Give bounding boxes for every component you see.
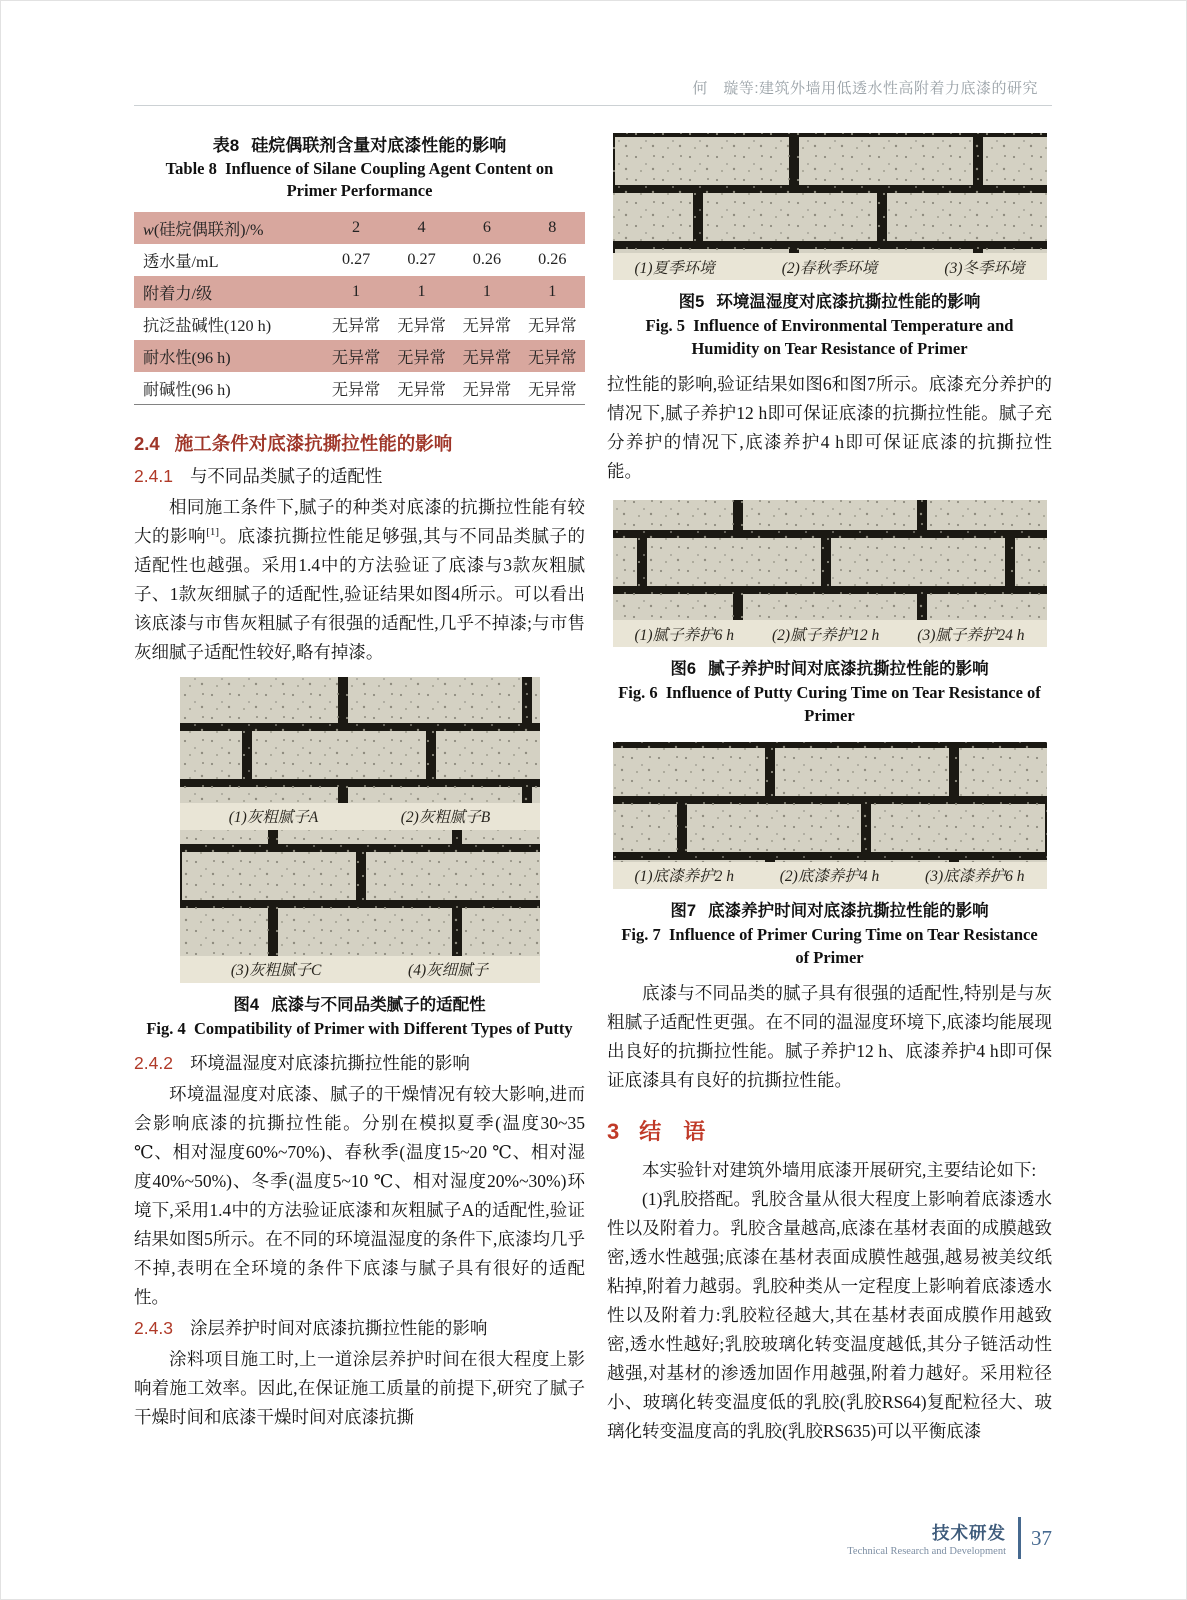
table-cell: 1 (352, 282, 361, 301)
figure-label: (1)夏季环境 (634, 259, 715, 277)
table-row (134, 372, 585, 405)
figure-caption-text: 底漆与不同品类腻子的适配性 (271, 995, 486, 1014)
section-2-4-2-heading (134, 1050, 585, 1075)
figure4-photo-bottom (180, 830, 540, 956)
figure7-caption-en: Fig. 7 Influence of Primer Curing Time on Tear Resistance of Primer (621, 924, 1038, 967)
table-cell: 2 (352, 218, 361, 237)
w-symbol: w (143, 220, 154, 239)
paragraph-text: 相同施工条件下,腻子的种类对底漆的抗撕拉性能有较大的影响 (134, 496, 585, 546)
figure-caption-text: 环境温湿度对底漆抗撕拉性能的影响 (716, 293, 981, 311)
section-title: 涂层养护时间对底漆抗撕拉性能的影响 (189, 1318, 488, 1339)
figure-label: (1)腻子养护6 h (634, 626, 734, 644)
running-head (134, 77, 1052, 106)
section-number: 2.4 (134, 432, 160, 454)
paragraph-text: 。底漆抗撕拉性能足够强,其与不同品类腻子的适配性也越强。采用1.4中的方法验证了底漆与3款灰粗腻子、1款灰细腻子的适配性,验证结果如图4所示。可以看出该底漆与市售灰粗腻子有很强的适配性,几乎不掉漆;与市售灰细腻子适配性较好,略有掉漆。 (134, 525, 586, 662)
section-title: 施工条件对底漆抗撕拉性能的影响 (174, 432, 453, 454)
page-content (134, 119, 1052, 1446)
table-cell: 0.27 (407, 250, 436, 269)
table-cell: 无异常 (331, 380, 381, 399)
figure-label: (1)灰粗腻子A (228, 809, 319, 827)
table8-caption-en: Table 8 Influence of Silane Coupling Agent Content on Primer Performance (165, 159, 554, 201)
body-paragraph: 涂料项目施工时,上一道涂层养护时间在很大程度上影响着施工效率。因此,在保证施工质量的前提下,研究了腻子干燥时间和底漆干燥时间对底漆抗撕 (134, 1349, 585, 1428)
table-cell: 0.26 (472, 250, 502, 269)
figure7-label-strip (613, 862, 1047, 889)
table-cell: 0.27 (341, 250, 371, 269)
table-cell: 附着力/级 (143, 284, 213, 303)
section-number: 2.4.3 (134, 1318, 173, 1339)
footer-section-en: Technical Research and Development (847, 1545, 1006, 1557)
table8-caption-zh-text: 硅烷偶联剂含量对底漆性能的影响 (251, 136, 507, 155)
table-cell: 8 (548, 218, 557, 237)
section-2-4-1-heading (134, 463, 585, 488)
figure4-caption (134, 991, 585, 1040)
footer-section (847, 1520, 1006, 1557)
figure-label: (2)底漆养护4 h (779, 868, 880, 886)
section-title: 结 语 (639, 1118, 706, 1144)
figure5-caption-zh (607, 288, 1052, 312)
body-paragraph: 底漆与不同品类的腻子具有很强的适配性,特别是与灰粗腻子适配性更强。在不同的温湿度环境下,底漆均能展现出良好的抗撕拉性能。腻子养护12 h、底漆养护4 h即可保证底漆具有良好的抗撕拉性能。 (607, 982, 1052, 1090)
figure5-caption (607, 288, 1052, 360)
table-cell: 无异常 (331, 316, 381, 335)
section-3-heading (607, 1115, 1052, 1146)
table-cell: 0.26 (538, 250, 567, 269)
figure7-caption (607, 897, 1052, 969)
table-cell: 1 (482, 282, 491, 301)
table8-caption-zh (134, 131, 585, 156)
figure-label: (1)底漆养护2 h (634, 868, 734, 886)
table-cell: 无异常 (397, 316, 446, 335)
figure5-photo (613, 133, 1047, 253)
body-paragraph: 本实验针对建筑外墙用底漆开展研究,主要结论如下: (642, 1159, 1037, 1180)
table-cell: 透水量/mL (143, 252, 219, 271)
section-title: 环境温湿度对底漆抗撕拉性能的影响 (189, 1052, 470, 1073)
section-number: 2.4.1 (134, 465, 173, 486)
table-cell: 1 (417, 282, 426, 301)
figure6 (613, 500, 1047, 647)
table-cell: 无异常 (397, 348, 446, 367)
figure5-label-strip (613, 253, 1047, 280)
table-cell: 1 (548, 282, 557, 301)
figure4-photo-top (180, 677, 540, 803)
body-paragraph (134, 493, 585, 667)
footer-divider-bar (1018, 1517, 1021, 1559)
table8-header-row (134, 212, 585, 244)
reference-marker: [1] (206, 525, 220, 538)
figure-caption-label: 图6 (670, 660, 697, 679)
table-row (134, 244, 585, 276)
figure7-photo (613, 742, 1047, 862)
right-column (607, 119, 1052, 1446)
table-cell: 无异常 (528, 348, 577, 367)
section-number: 3 (607, 1118, 620, 1144)
figure-caption-label: 图5 (678, 293, 705, 311)
table-row (134, 340, 585, 372)
table-cell: 耐水性(96 h) (143, 348, 231, 367)
figure4-caption-en: Fig. 4 Compatibility of Primer with Different Types of Putty (146, 1018, 573, 1038)
figure5-caption-en: Fig. 5 Influence of Environmental Temperature and Humidity on Tear Resistance of Primer (645, 316, 1014, 359)
section-2-4-3-heading (134, 1315, 585, 1340)
header-divider (134, 105, 1052, 106)
figure-label: (3)灰粗腻子C (230, 962, 322, 980)
body-paragraph: (1)乳胶搭配。乳胶含量从很大程度上影响着底漆透水性以及附着力。乳胶含量越高,底漆在基材表面的成膜越致密,透水性越强;底漆在基材表面成膜性越强,越易被美纹纸粘掉,附着力越弱。乳胶种类从一定程度上影响着底漆透水性以及附着力:乳胶粒径越大,其在基材表面成膜作用越致密,透水性越好;乳胶玻璃化转变温度越低,其分子链活动性越强,对基材的渗透加固作用越强,附着力越好。采用粒径小、玻璃化转变温度低的乳胶(乳胶RS64)复配粒径大、玻璃化转变温度高的乳胶(乳胶RS635)可以平衡底漆 (607, 1188, 1052, 1442)
figure6-caption-en: Fig. 6 Influence of Putty Curing Time on Tear Resistance of Primer (618, 683, 1041, 726)
figure-label: (4)灰细腻子 (408, 962, 489, 980)
table-cell: 无异常 (528, 380, 577, 399)
left-column (134, 119, 585, 1432)
table-cell: 无异常 (331, 348, 381, 367)
figure4-label-strip-bottom (180, 956, 540, 983)
section-title: 与不同品类腻子的适配性 (189, 465, 383, 486)
figure-caption-label: 图7 (670, 901, 697, 920)
figure-caption-text: 腻子养护时间对底漆抗撕拉性能的影响 (708, 660, 989, 679)
table8-header-cell-text: (硅烷偶联剂)/% (153, 220, 264, 239)
table-cell: 无异常 (528, 316, 577, 335)
table8-header-cell (134, 212, 323, 244)
figure4-label-strip-top (180, 803, 540, 830)
table-row (134, 308, 585, 340)
figure-label: (2)灰粗腻子B (400, 809, 491, 827)
table-cell: 无异常 (462, 348, 512, 367)
table-cell: 抗泛盐碱性(120 h) (143, 316, 272, 335)
table-row (134, 276, 585, 308)
figure-caption-label: 图4 (233, 995, 260, 1014)
section-number: 2.4.2 (134, 1052, 173, 1073)
figure4-caption-zh (134, 991, 585, 1015)
figure7-caption-zh (607, 897, 1052, 921)
figure7 (613, 742, 1047, 889)
figure6-caption (607, 655, 1052, 727)
footer (847, 1517, 1052, 1559)
section-2-4-heading (134, 430, 585, 456)
figure-label: (3)冬季环境 (944, 259, 1025, 277)
table-cell: 4 (417, 218, 426, 237)
table-cell: 耐碱性(96 h) (143, 380, 231, 399)
footer-section-zh: 技术研发 (932, 1522, 1006, 1543)
figure-label: (3)底漆养护6 h (925, 868, 1025, 886)
table8-caption-zh-label: 表8 (212, 136, 240, 155)
footer-page-number: 37 (1031, 1525, 1052, 1550)
table-cell: 无异常 (462, 380, 512, 399)
running-title: 何 璇等:建筑外墙用低透水性高附着力底漆的研究 (692, 80, 1038, 97)
body-paragraph-continuation: 拉性能的影响,验证结果如图6和图7所示。底漆充分养护的情况下,腻子养护12 h即可保证底漆的抗撕拉性能。腻子充分养护的情况下,底漆养护4 h即可保证底漆的抗撕拉性能。 (607, 374, 1052, 482)
figure6-photo (613, 500, 1047, 620)
table8 (134, 212, 585, 405)
figure6-label-strip (613, 620, 1047, 647)
figure-label: (3)腻子养护24 h (917, 626, 1025, 644)
figure-label: (2)春秋季环境 (781, 259, 878, 277)
table-cell: 无异常 (462, 316, 512, 335)
table-cell: 6 (482, 218, 491, 237)
figure4 (180, 677, 540, 983)
body-paragraph: 环境温湿度对底漆、腻子的干燥情况有较大影响,进而会影响底漆的抗撕拉性能。分别在模拟夏季(温度30~35 ℃、相对湿度60%~70%)、春秋季(温度15~20 ℃、相对湿度40%~50%)、冬季(温度5~10 ℃、相对湿度20%~30%)环境下,采用1.4中的方法验证底漆和灰粗腻子A的适配性,验证结果如图5所示。在不同的环境温湿度的条件下,底漆均几乎不掉,表明在全环境的条件下底漆与腻子具有很好的适配性。 (134, 1083, 585, 1308)
figure-caption-text: 底漆养护时间对底漆抗撕拉性能的影响 (708, 901, 989, 920)
figure6-caption-zh (607, 655, 1052, 679)
table-cell: 无异常 (397, 380, 446, 399)
figure5 (613, 133, 1047, 280)
figure-label: (2)腻子养护12 h (772, 626, 880, 644)
